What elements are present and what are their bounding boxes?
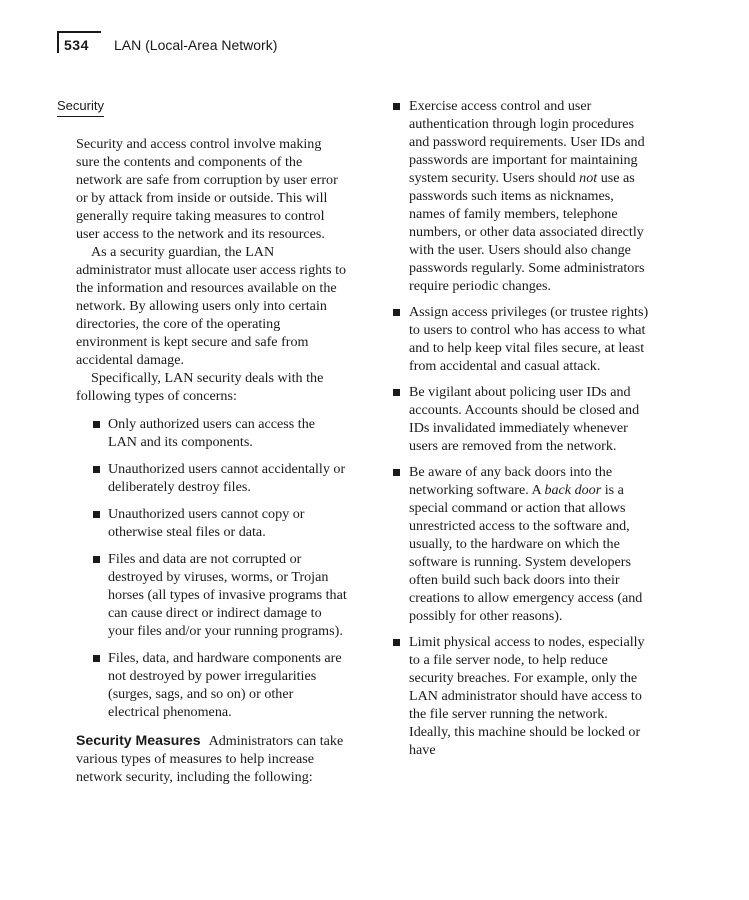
- bullet-icon: [93, 511, 100, 518]
- list-item: [389, 303, 649, 375]
- list-item-text: Files and data are not corrupted or destroyed by viruses, worms, or Trojan horses (all types of invasive programs that can cause direct or indirect damage to your files and/or your running programs).: [108, 551, 347, 639]
- list-item-text: is a special command or action that allows unrestricted access to the software and, usually, to the hardware on which the software is running. System developers often build such back doors into their creations to allow emergency access (and possibly for other reasons).: [409, 482, 643, 624]
- header-rule-vertical: [57, 31, 59, 53]
- list-item-text: Unauthorized users cannot copy or otherwise steal files or data.: [108, 506, 305, 540]
- list-item: [57, 460, 347, 496]
- list-item: [389, 633, 649, 759]
- list-item-text: Files, data, and hardware components are not destroyed by power irregularities (surges, sags, and so on) or other electrical phenomena.: [108, 650, 342, 720]
- bullet-icon: [393, 309, 400, 316]
- bullet-icon: [93, 421, 100, 428]
- list-item: [389, 463, 649, 625]
- list-item: [389, 383, 649, 455]
- measures-list: [389, 97, 649, 759]
- running-head: LAN (Local-Area Network): [114, 37, 278, 53]
- paragraph: Specifically, LAN security deals with the following types of concerns:: [76, 370, 324, 404]
- paragraph: As a security guardian, the LAN administrator must allocate user access rights to the information and resources available on the network. By allowing users only into certain directories, the core of the operating environment is kept secure and safe from accidental damage.: [76, 244, 347, 368]
- bullet-icon: [93, 556, 100, 563]
- list-item: [57, 550, 347, 640]
- bullet-icon: [93, 466, 100, 473]
- bullet-icon: [393, 469, 400, 476]
- concerns-list: [57, 415, 347, 721]
- header-rule-horizontal: [57, 31, 101, 33]
- list-item: [57, 505, 347, 541]
- security-measures-paragraph: [57, 731, 347, 786]
- left-column: [57, 97, 347, 786]
- bullet-icon: [393, 639, 400, 646]
- list-item-text: use as passwords such items as nicknames, names of family members, telephone numbers, or other data associated directly with the user. Users should also change passwords regularly. Some administrators require periodic changes.: [409, 170, 645, 294]
- list-item-text: Unauthorized users cannot accidentally or deliberately destroy files.: [108, 461, 346, 495]
- bullet-icon: [93, 655, 100, 662]
- run-in-heading: Security Measures: [76, 732, 201, 748]
- list-item: [389, 97, 649, 295]
- list-item-text: Limit physical access to nodes, especially to a file server node, to help reduce security breaches. For example, only the LAN administrator should have access to the file server running the network. Ideally, this machine should be locked or have: [409, 634, 645, 758]
- paragraph: Security and access control involve making sure the contents and components of the network are safe from corruption by user error or by attack from inside or outside. This will generally require taking measures to control user access to the network and its resources.: [76, 136, 338, 242]
- emphasis-text: not: [579, 170, 598, 186]
- list-item-text: Assign access privileges (or trustee rights) to users to control who has access to what and to help keep vital files secure, at least from accidental and casual attack.: [409, 304, 649, 374]
- list-item: [57, 415, 347, 451]
- list-item-text: Be vigilant about policing user IDs and accounts. Accounts should be closed and IDs invalidated immediately whenever users are removed from the network.: [409, 384, 640, 454]
- section-heading: Security: [57, 97, 104, 117]
- bullet-icon: [393, 389, 400, 396]
- page-number: 534: [64, 37, 89, 53]
- bullet-icon: [393, 103, 400, 110]
- list-item: [57, 649, 347, 721]
- list-item-text: Be aware of any back doors into the networking software. A: [409, 464, 613, 498]
- list-item-text: Exercise access control and user authentication through login procedures and password requirements. User IDs and passwords are important for maintaining system security. Users should: [409, 98, 645, 186]
- list-item-text: Only authorized users can access the LAN and its components.: [108, 416, 316, 450]
- right-column: [389, 97, 649, 767]
- paragraph-text: Administrators can take various types of measures to help increase network security, including the following:: [76, 733, 344, 785]
- emphasis-text: back door: [544, 482, 602, 498]
